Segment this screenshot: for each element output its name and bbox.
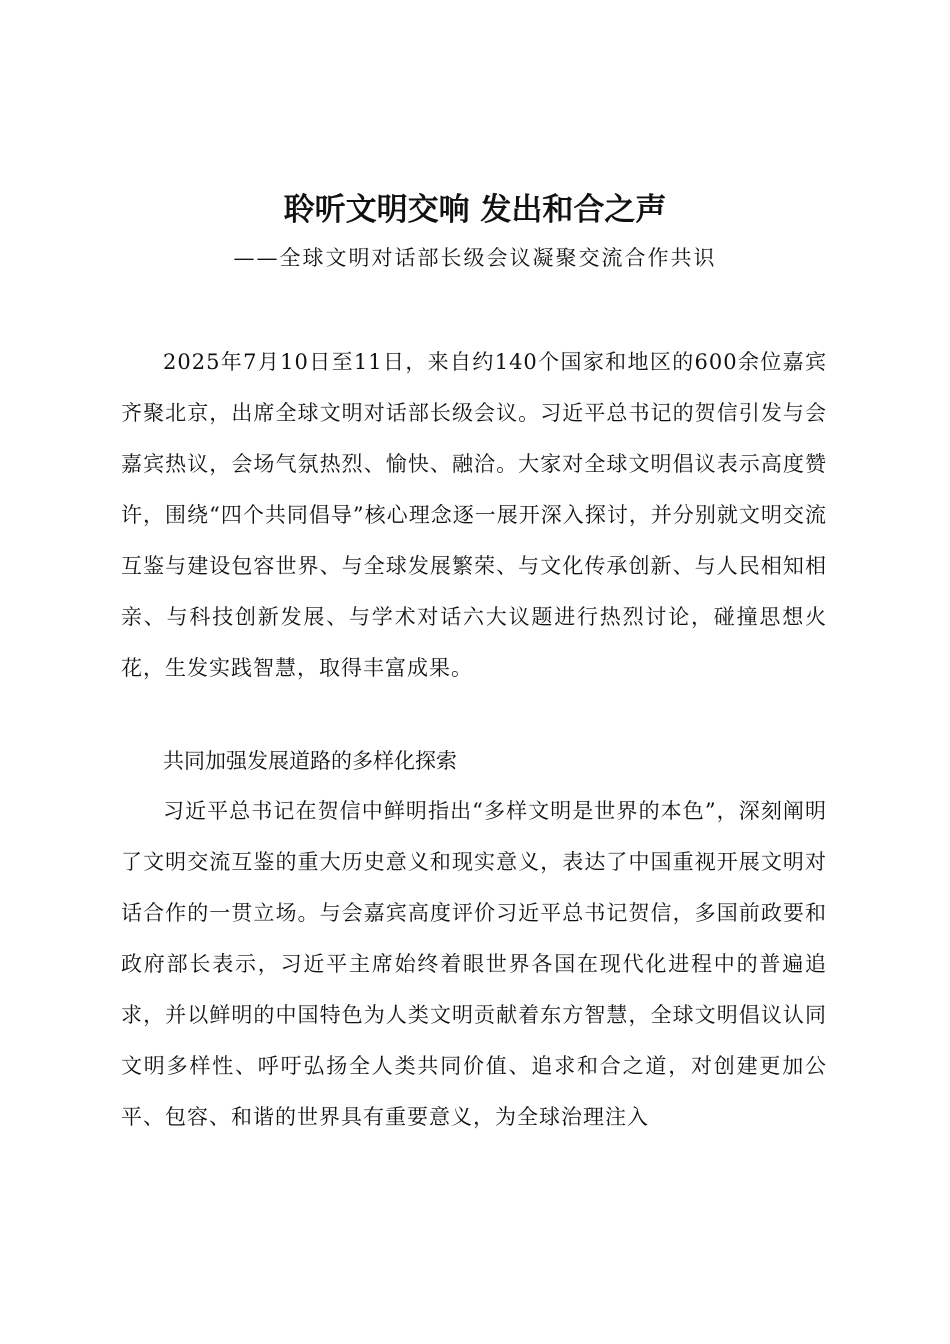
section-heading: 共同加强发展道路的多样化探索 [163,749,457,773]
document-title: 聆听文明交响 发出和合之声 [283,192,667,228]
body-paragraph-2: 习近平总书记在贺信中鲜明指出“多样文明是世界的本色”，深刻阐明了文明交流互鉴的重大历史意义和现实意义，表达了中国重视开展文明对话合作的一贯立场。与会嘉宾高度评价习近平总书记贺信，多国前政要和政府部长表示，习近平主席始终着眼世界各国在现代化进程中的普遍追求，并以鲜明的中国特色为人类文明贡献着东方智慧，全球文明倡议认同文明多样性、呼吁弘扬全人类共同价值、追求和合之道，对创建更加公平、包容、和谐的世界具有重要意义，为全球治理注入 [121,799,827,1129]
document-subtitle: ——全球文明对话部长级会议凝聚交流合作共识 [233,246,717,270]
body-paragraph-1: 2025年7月10日至11日，来自约140个国家和地区的600余位嘉宾齐聚北京，出席全球文明对话部长级会议。习近平总书记的贺信引发与会嘉宾热议，会场气氛热烈、愉快、融洽。大家对全球文明倡议表示高度赞许，围绕“四个共同倡导”核心理念逐一展开深入探讨，并分别就文明交流互鉴与建设包容世界、与全球发展繁荣、与文化传承创新、与人民相知相亲、与科技创新发展、与学术对话六大议题进行热烈讨论，碰撞思想火花，生发实践智慧，取得丰富成果。 [121,350,827,680]
